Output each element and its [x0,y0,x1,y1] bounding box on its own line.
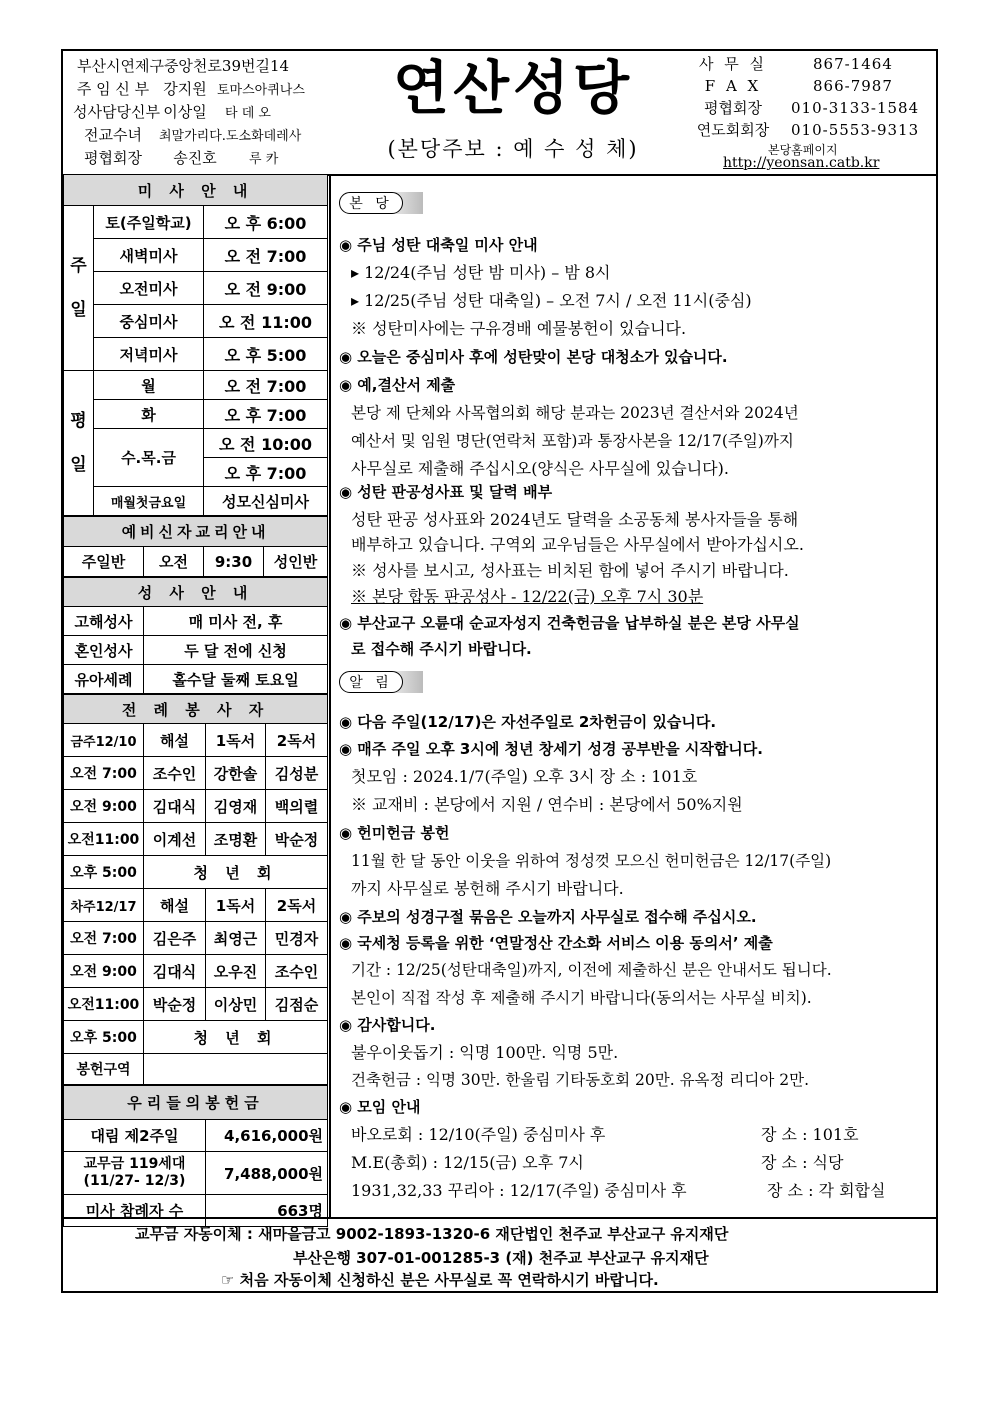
mass-time: 오 후 7:00 [204,400,328,429]
text-line: ※ 성사를 보시고, 성사표는 비치된 함에 넣어 주시기 바랍니다. [351,561,789,580]
text-line: ※ 성탄미사에는 구유경배 예물봉헌이 있습니다. [351,319,687,338]
liturgy-person: 김성분 [266,757,328,790]
bulletin-sheet [61,49,938,1293]
mass-time: 오 후 6:00 [204,206,328,239]
text-line: ▸ 12/25(주님 성탄 대축일) – 오전 7시 / 오전 11시(중심) [351,291,752,310]
mass-time: 오 후 5:00 [204,338,328,371]
schedule-column [63,174,331,1220]
catechumen-cell: 9:30 [204,547,264,577]
liturgy-person: 조수인 [266,955,328,988]
liturgy-person: 김영재 [206,790,266,823]
staff-row: 주 임 신 부 강지원 토마스아퀴나스 [76,80,305,98]
liturgy-time: 오후 5:00 [64,1021,144,1054]
contact-row: 평협회장 010-3133-1584 [704,99,920,117]
homepage-label: 본당홈페이지 [768,143,838,157]
headline: ◉ 주보의 성경구절 묶음은 오늘까지 사무실로 접수해 주십시오. [339,908,757,926]
sacrament-name: 혼인성사 [64,636,144,665]
text-line: ▸ 12/24(주님 성탄 밤 미사) – 밤 8시 [351,263,611,282]
offering-value: 4,616,000원 [206,1120,328,1152]
staff-row: 성사담당신부 이상일 타 데 오 [73,103,271,121]
mass-name: 새벽미사 [94,239,204,272]
liturgy-time: 오전 7:00 [64,922,144,955]
liturgy-person: 김대식 [144,955,206,988]
liturgy-person: 조수인 [144,757,206,790]
offering-title: 우리들의봉헌금 [64,1086,328,1120]
liturgy-person: 조명환 [206,823,266,856]
liturgy-person: 강한솔 [206,757,266,790]
headline: ◉ 다음 주일(12/17)은 자선주일로 2차헌금이 있습니다. [339,713,717,731]
liturgy-person: 민경자 [266,922,328,955]
liturgy-time: 오전 9:00 [64,790,144,823]
notice-tag: 알 림 [339,671,423,693]
liturgy-header: 2독서 [266,889,328,922]
offering-area-label: 봉헌구역 [64,1054,144,1085]
liturgy-person: 이상민 [206,988,266,1021]
offering-value: 663명 [206,1195,328,1227]
mass-title: 미 사 안 내 [64,175,328,206]
mass-time: 성모신심미사 [204,487,328,516]
meeting-name: 1931,32,33 꾸리아 : 12/17(주일) 중심미사 후 [351,1181,687,1200]
liturgy-header: 차주12/17 [64,889,144,922]
meeting-name: 바오로회 : 12/10(주일) 중심미사 후 [351,1125,606,1144]
staff-info [73,55,363,170]
catechumen-cell: 오전 [144,547,204,577]
liturgy-person: 백의렬 [266,790,328,823]
liturgy-header: 해설 [144,724,206,757]
headline: ◉ 모임 안내 [339,1098,421,1116]
sunday-label: 주 일 [64,206,94,371]
sacrament-value: 홀수달 둘째 토요일 [144,665,328,694]
bank-line: 부산은행 307-01-001285-3 (재) 천주교 부산교구 유지재단 [293,1249,709,1267]
catechumen-cell: 성인반 [264,547,328,577]
text-line: ※ 교재비 : 본당에서 지원 / 연수비 : 본당에서 50%지원 [351,795,743,814]
mass-time: 오 전 9:00 [204,272,328,305]
meeting-name: M.E(총회) : 12/15(금) 오후 7시 [351,1153,584,1172]
sacrament-title: 성 사 안 내 [64,578,328,607]
contact-row: 연도회회장 010-5553-9313 [696,121,920,139]
offering-label: 미사 참례자 수 [64,1195,206,1227]
headline: ◉ 성탄 판공성사표 및 달력 배부 [339,483,553,501]
text-line: 불우이웃돕기 : 익명 100만. 익명 5만. [351,1043,619,1062]
headline: ◉ 매주 주일 오후 3시에 청년 창세기 성경 공부반을 시작합니다. [339,740,763,758]
meeting-place: 장 소 : 식당 [761,1153,844,1172]
liturgy-person: 박순정 [266,823,328,856]
liturgy-person: 김은주 [144,922,206,955]
address: 부산시연제구중앙천로39번길14 [77,57,290,75]
liturgy-title: 전 례 봉 사 자 [64,695,328,724]
announcements-column [331,174,936,1217]
mass-time: 오 전 7:00 [204,239,328,272]
sacrament-value: 두 달 전에 신청 [144,636,328,665]
liturgy-time: 오전11:00 [64,823,144,856]
headline: ◉ 예,결산서 제출 [339,376,456,394]
text-line: 성탄 판공 성사표와 2024년도 달력을 소공동체 봉사자들을 통해 [351,510,799,529]
sacrament-name: 고해성사 [64,607,144,636]
liturgy-header: 2독서 [266,724,328,757]
liturgy-time: 오전 7:00 [64,757,144,790]
liturgy-time: 오후 5:00 [64,856,144,889]
footer [63,1217,936,1293]
text-line: 본당 제 단체와 사목협의회 해당 분과는 2023년 결산서와 2024년 [351,404,799,422]
text-line: 배부하고 있습니다. 구역외 교우님들은 사무실에서 받아가십시오. [351,535,804,554]
liturgy-person: 최영근 [206,922,266,955]
text-line: 사무실로 제출해 주십시오(양식은 사무실에 있습니다). [351,459,729,478]
weekday-label: 평 일 [64,371,94,516]
mass-name: 저녁미사 [94,338,204,371]
parish-tag: 본 당 [339,192,423,214]
headline: ◉ 국세청 등록을 위한 ‘연말정산 간소화 서비스 이용 동의서’ 제출 [339,934,773,952]
staff-row: 전교수녀 최말가리다.도소화데레사 [84,126,302,144]
liturgy-person: 오우진 [206,955,266,988]
homepage-link[interactable]: http://yeonsan.catb.kr [723,155,880,171]
sacrament-value: 매 미사 전, 후 [144,607,328,636]
sacrament-name: 유아세례 [64,665,144,694]
meeting-place: 장 소 : 각 회합실 [767,1181,886,1200]
liturgy-group: 청 년 회 [144,1021,328,1054]
liturgy-header: 해설 [144,889,206,922]
bulletin-subtitle: (본당주보 : 예 수 성 체) [387,137,639,161]
mass-name: 수.목.금 [94,429,204,487]
parish-title: 연산성당 [392,54,634,122]
catechumen-table [63,516,328,577]
text-line: ※ 본당 합동 판공성사 - 12/22(금) 오후 7시 30분 [351,587,704,606]
catechumen-title: 예비신자교리안내 [64,517,328,547]
mass-name: 월 [94,371,204,400]
autopay-line: 교무금 자동이체 : 새마을금고 9002-1893-1320-6 재단법인 천주교 부산교구 유지재단 [135,1225,729,1243]
liturgy-group: 청 년 회 [144,856,328,889]
headline: ◉ 주님 성탄 대축일 미사 안내 [339,236,538,254]
liturgy-time: 오전11:00 [64,988,144,1021]
sacrament-table [63,577,328,694]
mass-name: 매월첫금요일 [94,487,204,516]
mass-name: 오전미사 [94,272,204,305]
text-line: 까지 사무실로 봉헌해 주시기 바랍니다. [351,879,624,898]
mass-name: 화 [94,400,204,429]
text-line: 11월 한 달 동안 이웃을 위하여 정성껏 모으신 헌미헌금은 12/17(주일) [351,852,832,870]
staff-row: 평협회장 송진호 루 카 [84,149,279,167]
contact-row: 사 무 실 867-1464 [698,55,893,73]
liturgy-person: 박순정 [144,988,206,1021]
text-line: 건축헌금 : 익명 30만. 한울림 기타동호회 20만. 유옥정 리디아 2만. [351,1071,810,1089]
mass-time: 오 전 11:00 [204,305,328,338]
mass-name: 토(주일학교) [94,206,204,239]
text-line: 기간 : 12/25(성탄대축일)까지, 이전에 제출하신 분은 안내서도 됩니다. [351,961,832,979]
contact-info [683,53,933,141]
offering-label: 대림 제2주일 [64,1120,206,1152]
header [63,51,936,176]
headline: ◉ 감사합니다. [339,1016,436,1034]
liturgy-header: 금주12/10 [64,724,144,757]
mass-schedule-table [63,174,328,516]
liturgy-person: 김점순 [266,988,328,1021]
liturgy-time: 오전 9:00 [64,955,144,988]
meeting-place: 장 소 : 101호 [761,1125,859,1144]
mass-time: 오 전 10:00 [204,429,328,458]
headline: ◉ 헌미헌금 봉헌 [339,824,450,842]
offering-table [63,1085,328,1227]
liturgy-table [63,694,328,1085]
offering-area-value [144,1054,328,1085]
offering-value: 7,488,000원 [206,1152,328,1195]
liturgy-person: 이계선 [144,823,206,856]
liturgy-header: 1독서 [206,889,266,922]
liturgy-header: 1독서 [206,724,266,757]
autopay-notice: ☞ 처음 자동이체 신청하신 분은 사무실로 꼭 연락하시기 바랍니다. [221,1271,659,1289]
catechumen-cell: 주일반 [64,547,144,577]
text-line: 예산서 및 임원 명단(연락처 포함)과 통장사본을 12/17(주일)까지 [351,432,794,450]
liturgy-person: 김대식 [144,790,206,823]
headline: ◉ 오늘은 중심미사 후에 성탄맞이 본당 대청소가 있습니다. [339,348,728,366]
mass-name: 중심미사 [94,305,204,338]
text-line: 본인이 직접 작성 후 제출해 주시기 바랍니다(동의서는 사무실 비치). [351,989,812,1007]
headline: ◉ 부산교구 오륜대 순교자성지 건축헌금을 납부하실 분은 본당 사무실 [339,614,800,632]
text-line: 첫모임 : 2024.1/7(주일) 오후 3시 장 소 : 101호 [351,767,698,786]
mass-time: 오 후 7:00 [204,458,328,487]
contact-row: F A X 866-7987 [704,77,893,95]
headline: 로 접수해 주시기 바랍니다. [351,640,532,658]
mass-time: 오 전 7:00 [204,371,328,400]
offering-label: 교무금 119세대 (11/27- 12/3) [64,1152,206,1195]
